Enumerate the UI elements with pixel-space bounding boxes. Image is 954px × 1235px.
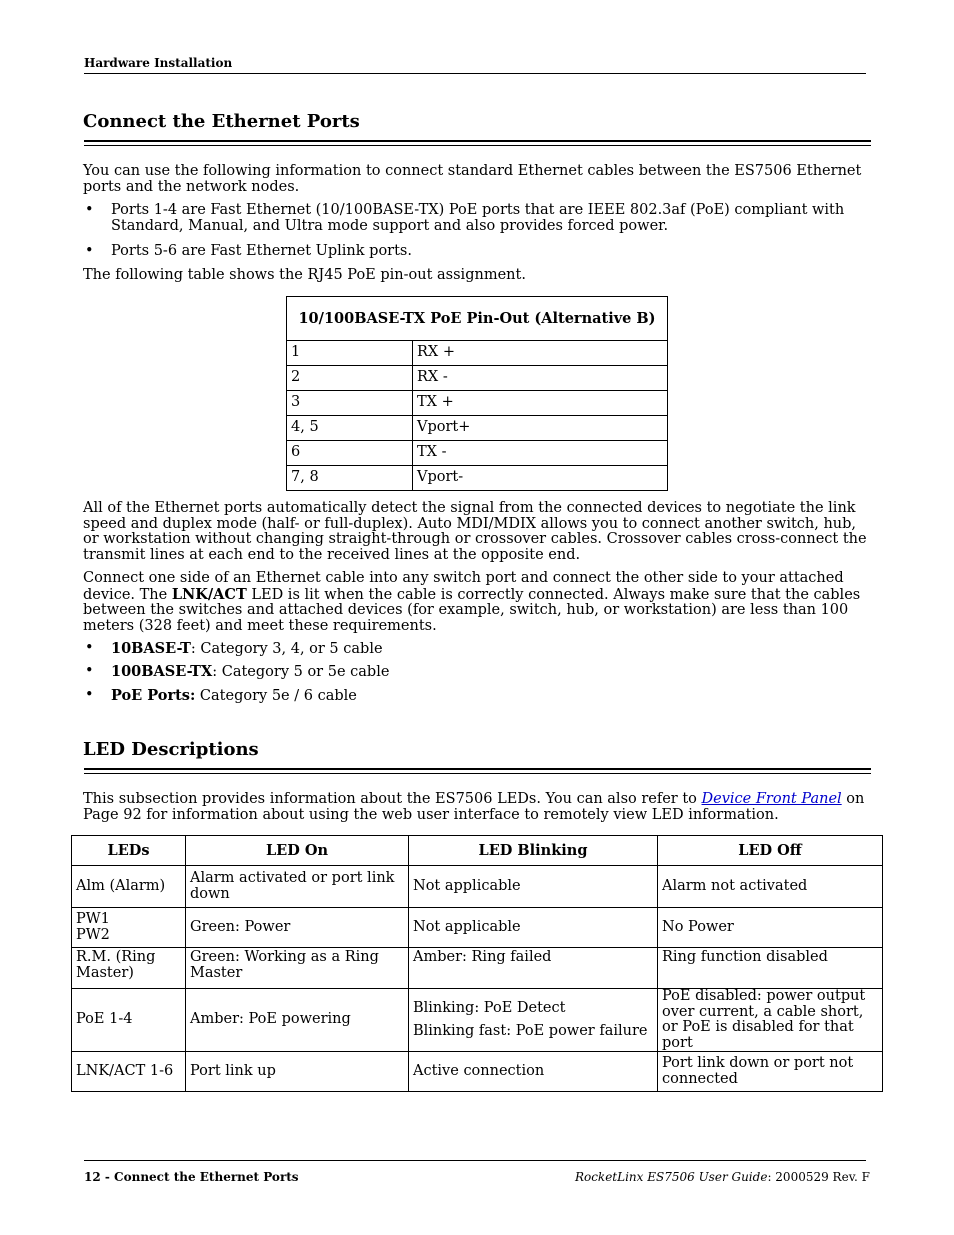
table-row: [72, 866, 883, 908]
table-header-row: [72, 836, 883, 866]
bullet-dot: •: [85, 243, 94, 259]
column-header: LED Off: [658, 836, 883, 866]
requirement-term: 100BASE-TX: [111, 663, 213, 680]
pin-number: 3: [287, 391, 413, 416]
header-rule: [84, 73, 866, 74]
column-header: LEDs: [72, 836, 186, 866]
connect-text-2: LED is lit when the cable is correctly connected. Always make sure that the cables between the switches and attached devices (for example, switch, hub, or workstation) are less than 100 meters (328 feet) and meet these requirements.: [83, 586, 861, 634]
pin-number: 4, 5: [287, 416, 413, 441]
connect-paragraph: [83, 571, 873, 634]
led-on: Amber: PoE powering: [186, 989, 409, 1052]
pin-signal: TX -: [413, 441, 668, 466]
pin-signal: RX +: [413, 341, 668, 366]
table-row: [287, 441, 668, 466]
footer-doc-number: : 2000529 Rev. F: [767, 1170, 870, 1184]
led-name-line-2: PW2: [76, 926, 110, 943]
led-on: Green: Working as a Ring Master: [186, 948, 409, 989]
pin-number: 2: [287, 366, 413, 391]
requirement-desc: : Category 5 or 5e cable: [212, 664, 390, 680]
led-blinking: Amber: Ring failed: [409, 948, 658, 989]
led-name: [72, 908, 186, 948]
led-on: Alarm activated or port link down: [186, 866, 409, 908]
section-title-led-descriptions: LED Descriptions: [83, 739, 259, 760]
pin-number: 1: [287, 341, 413, 366]
intro-paragraph: You can use the following information to connect standard Ethernet cables between the ES7506 Ethernet ports and the network nodes.: [83, 163, 862, 195]
led-name: Alm (Alarm): [72, 866, 186, 908]
led-blinking-line-2: Blinking fast: PoE power failure: [413, 1022, 648, 1039]
requirement-desc: : Category 3, 4, or 5 cable: [190, 641, 383, 657]
led-blinking-line-1: Blinking: PoE Detect: [413, 1000, 566, 1017]
auto-detect-paragraph: All of the Ethernet ports automatically detect the signal from the connected devices to negotiate the link speed and duplex mode (half- or full-duplex). Auto MDI/MDIX allows you to connect another switch, hub, or workstation without changing straight-through or crossover cables. Crossover cables cross-connect the transmit lines at each end to the received lines at the opposite end.: [83, 500, 867, 563]
table-row: [287, 416, 668, 441]
bullet-dot: •: [85, 640, 94, 656]
led-off: Port link down or port not connected: [658, 1052, 883, 1092]
led-off: Ring function disabled: [658, 948, 883, 989]
requirement-desc: Category 5e / 6 cable: [195, 688, 357, 704]
requirement-term: 10BASE-T: [111, 640, 191, 657]
led-off: PoE disabled: power output over current, a cable short, or PoE is disabled for that port: [658, 989, 883, 1052]
requirement-text: [111, 688, 871, 705]
led-intro-text-2: on Page 92 for information about using the web user interface to remotely view LED information.: [83, 791, 865, 823]
device-front-panel-link[interactable]: Device Front Panel: [701, 791, 842, 807]
table-row: [287, 466, 668, 491]
table-row: [72, 908, 883, 948]
led-name: R.M. (Ring Master): [72, 948, 186, 989]
pinout-table-title: 10/100BASE-TX PoE Pin-Out (Alternative B): [287, 297, 668, 341]
table-row: [72, 989, 883, 1052]
pin-signal: TX +: [413, 391, 668, 416]
pin-signal: RX -: [413, 366, 668, 391]
connect-text-1: Connect one side of an Ethernet cable into any switch port and connect the other side to your attached device. The: [83, 570, 844, 603]
table-row: [72, 1052, 883, 1092]
footer-guide-title: RocketLinx ES7506 User Guide: [574, 1170, 768, 1184]
pin-signal: Vport+: [413, 416, 668, 441]
section-title-ethernet-ports: Connect the Ethernet Ports: [83, 111, 360, 132]
table-row: [72, 948, 883, 989]
led-name-line-1: PW1: [76, 910, 110, 927]
led-on: Green: Power: [186, 908, 409, 948]
section-rule: [84, 140, 871, 146]
table-row: [287, 341, 668, 366]
led-intro-paragraph: [83, 792, 873, 823]
bullet-dot: •: [85, 663, 94, 679]
footer-rule: [84, 1160, 866, 1161]
led-name: PoE 1-4: [72, 989, 186, 1052]
requirement-text: [111, 664, 871, 681]
bullet-dot: •: [85, 687, 94, 703]
led-off: Alarm not activated: [658, 866, 883, 908]
bullet-text: Ports 5-6 are Fast Ethernet Uplink ports.: [111, 243, 412, 259]
table-row: [287, 366, 668, 391]
bullet-text: Ports 1-4 are Fast Ethernet (10/100BASE-TX) PoE ports that are IEEE 802.3af (PoE) compliant with Standard, Manual, and Ultra mode support and also provides forced power.: [111, 202, 845, 234]
footer-page-label: 12 - Connect the Ethernet Ports: [84, 1170, 299, 1184]
led-blinking: Not applicable: [409, 908, 658, 948]
led-blinking: Active connection: [409, 1052, 658, 1092]
connect-bold-term: LNK/ACT: [171, 585, 247, 603]
column-header: LED On: [186, 836, 409, 866]
table-row: [287, 391, 668, 416]
pinout-table: [286, 296, 668, 491]
column-header: LED Blinking: [409, 836, 658, 866]
led-table: [71, 835, 883, 1092]
section-rule: [84, 768, 871, 774]
requirement-term: PoE Ports:: [111, 687, 196, 704]
led-intro-text-1: This subsection provides information about the ES7506 LEDs. You can also refer to: [83, 791, 702, 807]
led-off: No Power: [658, 908, 883, 948]
pin-signal: Vport-: [413, 466, 668, 491]
pin-number: 7, 8: [287, 466, 413, 491]
running-header: Hardware Installation: [84, 56, 233, 70]
requirement-text: [111, 641, 871, 658]
led-blinking: Not applicable: [409, 866, 658, 908]
footer-doc-title: [575, 1170, 870, 1184]
bullet-dot: •: [85, 202, 94, 218]
table-intro: The following table shows the RJ45 PoE pin-out assignment.: [83, 267, 526, 283]
led-name: LNK/ACT 1-6: [72, 1052, 186, 1092]
led-blinking: [409, 989, 658, 1052]
pin-number: 6: [287, 441, 413, 466]
led-on: Port link up: [186, 1052, 409, 1092]
